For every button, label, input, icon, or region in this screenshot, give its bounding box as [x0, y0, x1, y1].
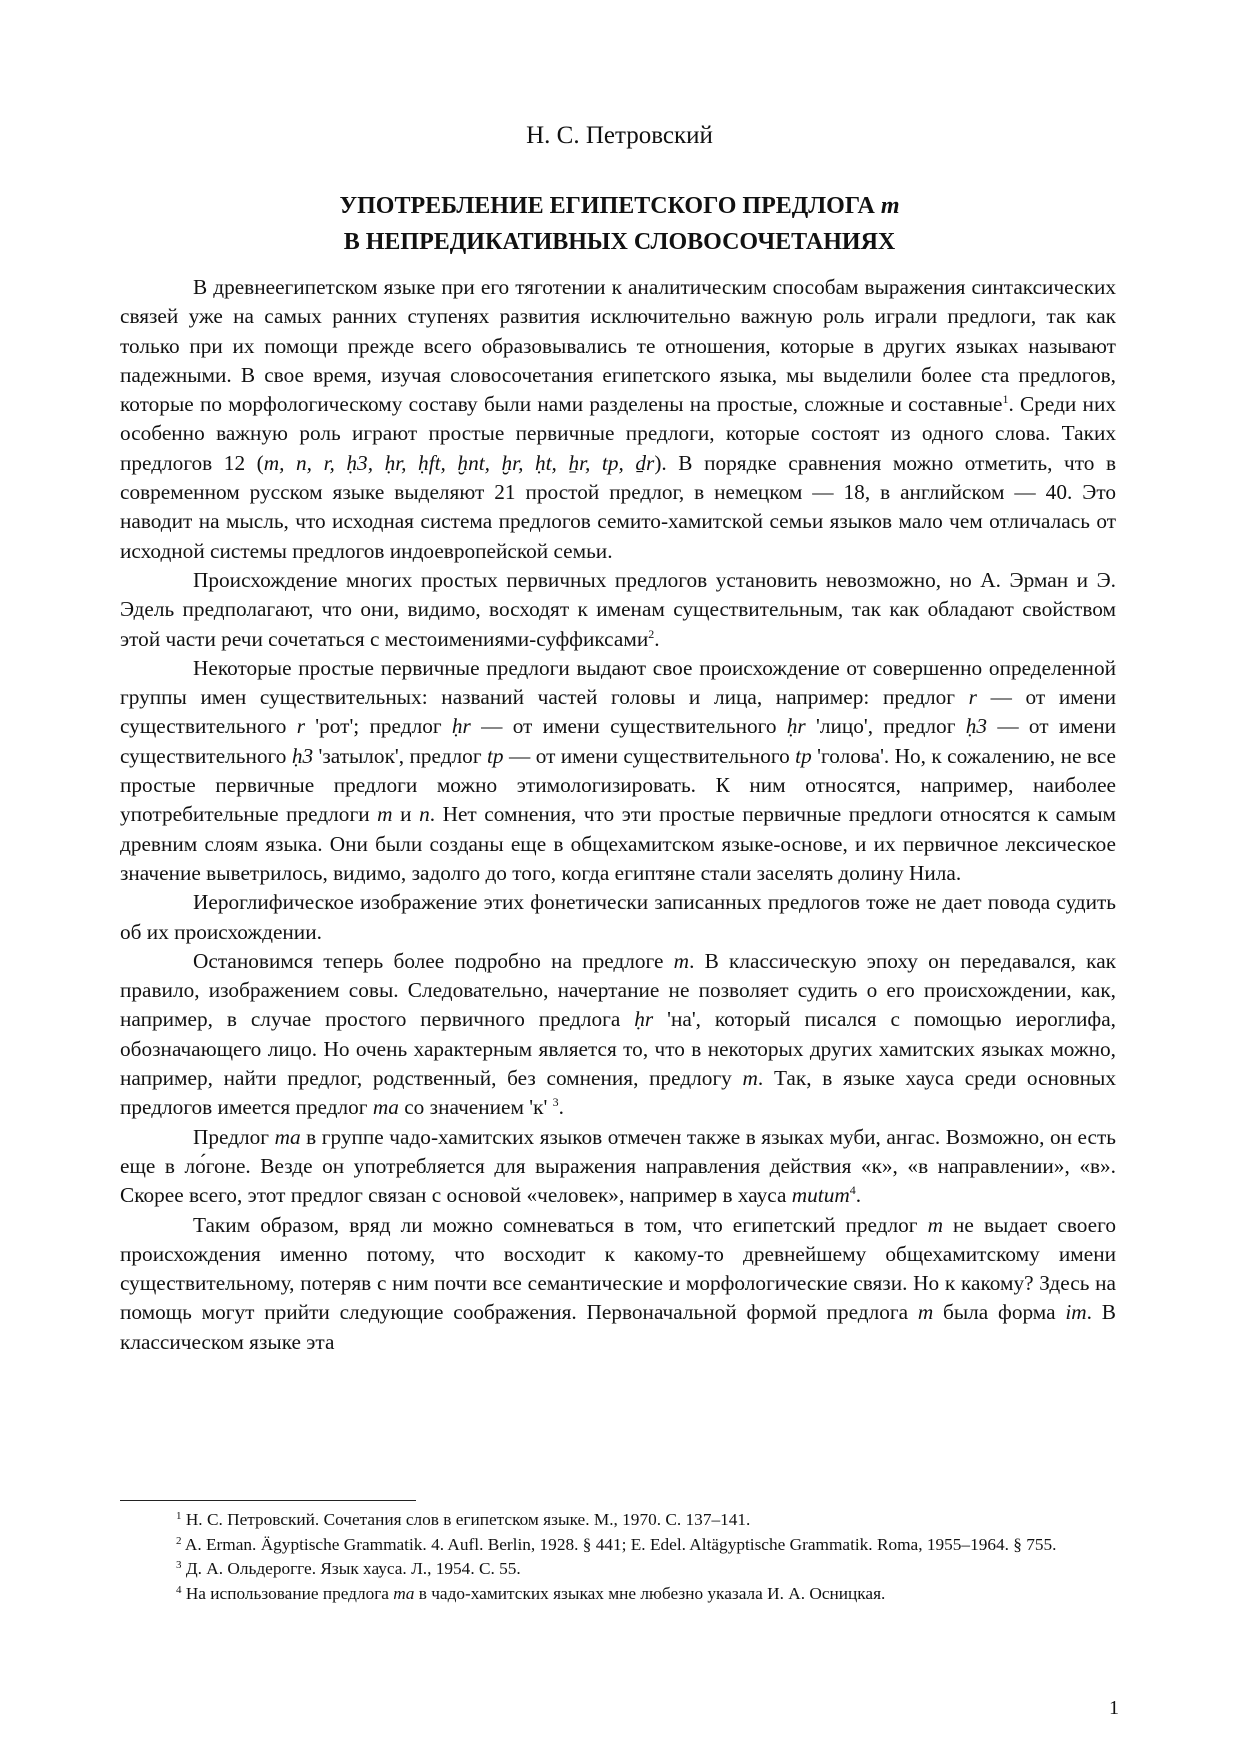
- footnote-2: $^2$ A. Erman. Ägyptische Grammatik. 4. Aufl. Berlin, 1928. § 441; E. Edel. Altägyptische Grammatik. Roma, 1955–1964. § 755.: [176, 1534, 1057, 1554]
- paragraph-7: Таким образом, вряд ли можно сомневаться в том, что египетский предлог m не выдает своего происхождения именно потому, что восходит к какому-то древнейшему общехамитскому имени существительному, потеряв с ним почти все семантические и морфологические связи. Но к какому? Здесь на помощь могут прийти следующие соображения. Первоначальной формой предлога m была форма im. В классическом языке эта: [120, 1212, 1116, 1354]
- footnote-ref-2[interactable]: 2: [648, 626, 655, 641]
- page-number: 1: [1109, 1697, 1119, 1719]
- footnote-ref-1[interactable]: 1: [1002, 392, 1009, 407]
- article-title: [0, 188, 1239, 260]
- article-body: [120, 273, 1116, 1357]
- footnote-ref-3[interactable]: 3: [552, 1095, 559, 1110]
- paragraph-4: Иероглифическое изображение этих фонетически записанных предлогов тоже не дает повода судить об их происхождении.: [120, 890, 1116, 944]
- paragraph-5: Остановимся теперь более подробно на предлоге m. В классическую эпоху он передавался, как правило, изображением совы. Следовательно, начертание не позволяет судить о его происхождении, как, например, в случае простого первичного предлога ḥr 'на', который писался с помощью иероглифа, обозначающего лицо. Но очень характерным является то, что в некоторых других хамитских языках можно, например, найти предлог, родственный, без сомнения, предлогу m. Так, в языке хауса среди основных предлогов имеется предлог ma со значением 'к' $^3$.: [120, 948, 1117, 1120]
- footnote-3: $^3$ Д. А. Ольдерогге. Язык хауса. Л., 1954. С. 55.: [176, 1559, 521, 1578]
- footnote-separator: [120, 1500, 416, 1501]
- author-name: Н. С. Петровский: [526, 122, 713, 149]
- footnote-1: $^1$ Н. С. Петровский. Сочетания слов в египетском языке. М., 1970. С. 137–141.: [176, 1510, 751, 1529]
- footnote-ref-4[interactable]: 4: [849, 1183, 856, 1198]
- title-line-2: В НЕПРЕДИКАТИВНЫХ СЛОВОСОЧЕТАНИЯХ: [343, 229, 896, 255]
- footnotes: [120, 1508, 1116, 1606]
- paragraph-3: Некоторые простые первичные предлоги выдают свое происхождение от совершенно определенной группы имен существительных: названий частей головы и лица, например: предлог r — от имени существительного r 'рот'; предлог ḥr — от имени существительного ḥr 'лицо', предлог ḥ3 — от имени существительного ḥ3 'затылок', предлог tp — от имени существительного tp 'голова'. Но, к сожалению, не все простые первичные предлоги можно этимологизировать. К ним относятся, например, наиболее употребительные предлоги m и n. Нет сомнения, что эти простые первичные предлоги относятся к самым древним слоям языка. Они были созданы еще в общехамитском языке-основе, и их первичное лексическое значение выветрилось, видимо, задолго до того, когда египтяне стали заселять долину Нила.: [120, 655, 1117, 885]
- title-line-1: УПОТРЕБЛЕНИЕ ЕГИПЕТСКОГО ПРЕДЛОГА m: [339, 193, 900, 219]
- paragraph-6: Предлог ma в группе чадо-хамитских языков отмечен также в языках муби, ангас. Возможно, он есть еще в ло́гоне. Везде он употребляется для выражения направления действия «к», «в направлении», «в». Скорее всего, этот предлог связан с основой «человек», например в хауса mutum$^4$.: [120, 1124, 1117, 1208]
- paragraph-1: В древнеегипетском языке при его тяготении к аналитическим способам выражения синтаксических связей уже на самых ранних ступенях развития исключительно важную роль играли предлоги, так как только при их помощи прежде всего образовывались те отношения, которые в других языках называют падежными. В свое время, изучая словосочетания египетского языка, мы выделили более ста предлогов, которые по морфологическому составу были нами разделены на простые, сложные и составные$^1$. Среди них особенно важную роль играют простые первичные предлоги, которые состоят из одного слова. Таких предлогов 12 (m, n, r, ḥ3, ḥr, ḥft, ḫnt, ḫr, ḥt, ẖr, tp, ḏr). В порядке сравнения можно отметить, что в современном русском языке выделяют 21 простой предлог, в немецком — 18, в английском — 40. Это наводит на мысль, что исходная система предлогов семито-хамитской семьи языков мало чем отличалась от исходной системы предлогов индоевропейской семьи.: [120, 275, 1117, 563]
- footnote-4: $^4$ На использование предлога ma в чадо-хамитских языках мне любезно указала И. А. Осницкая.: [176, 1583, 886, 1603]
- paragraph-2: Происхождение многих простых первичных предлогов установить невозможно, но А. Эрман и Э. Эдель предполагают, что они, видимо, восходят к именам существительным, так как обладают свойством этой части речи сочетаться с местоимениями-суффиксами$^2$.: [120, 567, 1116, 651]
